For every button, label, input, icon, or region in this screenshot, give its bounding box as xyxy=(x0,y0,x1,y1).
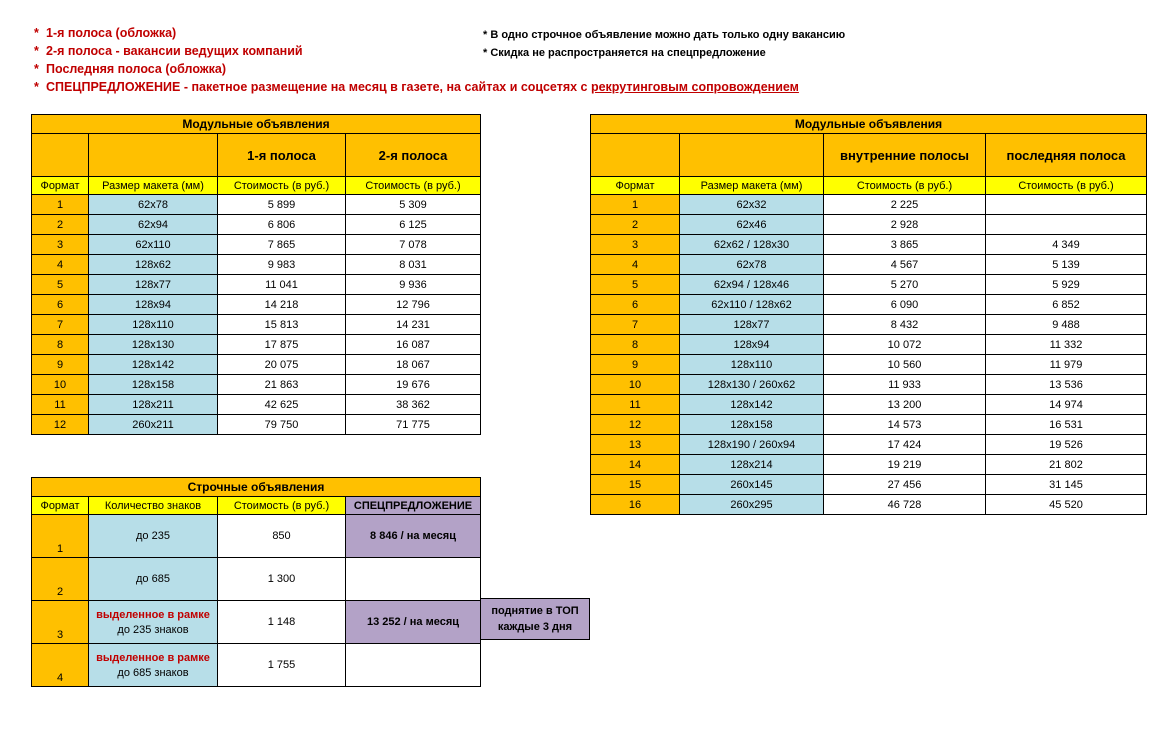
format-cell: 14 xyxy=(591,455,680,475)
chars-cell xyxy=(89,515,218,558)
table-row xyxy=(32,195,481,215)
price-page1-cell: 17 875 xyxy=(218,335,346,355)
recruiting-support-link[interactable]: рекрутинговым сопровождением xyxy=(590,80,799,94)
format-cell: 8 xyxy=(32,335,89,355)
note-star: * xyxy=(34,62,39,76)
format-cell: 16 xyxy=(591,495,680,515)
cost-header: Стоимость (в руб.) xyxy=(218,177,346,195)
special-offer-cell xyxy=(346,558,481,601)
format-cell: 10 xyxy=(32,375,89,395)
price-page1-cell: 42 625 xyxy=(218,395,346,415)
price-page1-cell: 14 218 xyxy=(218,295,346,315)
price-cell: 1 300 xyxy=(218,558,346,601)
chars-cell xyxy=(89,644,218,687)
price-last-cell: 21 802 xyxy=(986,455,1147,475)
format-cell: 12 xyxy=(32,415,89,435)
price-last-cell: 11 332 xyxy=(986,335,1147,355)
price-inner-cell: 13 200 xyxy=(824,395,986,415)
note-text: 1-я полоса (обложка) xyxy=(46,26,177,40)
note-single-vacancy: * В одно строчное объявление можно дать только одну вакансию xyxy=(483,29,846,41)
table-row xyxy=(591,275,1147,295)
price-page1-cell: 7 865 xyxy=(218,235,346,255)
table-row xyxy=(591,235,1147,255)
price-page1-cell: 6 806 xyxy=(218,215,346,235)
price-page2-cell: 12 796 xyxy=(346,295,481,315)
empty-header-cell xyxy=(89,134,218,177)
price-page2-cell: 5 309 xyxy=(346,195,481,215)
price-inner-cell: 11 933 xyxy=(824,375,986,395)
format-cell: 4 xyxy=(32,644,89,687)
price-page2-cell: 14 231 xyxy=(346,315,481,335)
modular-front-rows xyxy=(32,195,481,435)
price-inner-cell: 17 424 xyxy=(824,435,986,455)
price-page2-cell: 8 031 xyxy=(346,255,481,275)
price-page2-cell: 16 087 xyxy=(346,335,481,355)
price-cell: 1 148 xyxy=(218,601,346,644)
chars-value: до 235 знаков xyxy=(117,623,189,636)
size-cell: 62x110 / 128x62 xyxy=(680,295,824,315)
price-page1-cell: 15 813 xyxy=(218,315,346,335)
special-offer-cell xyxy=(346,644,481,687)
table-title: Модульные объявления xyxy=(591,115,1147,134)
size-cell: 128x142 xyxy=(680,395,824,415)
size-cell: 128x142 xyxy=(89,355,218,375)
price-last-cell: 19 526 xyxy=(986,435,1147,455)
format-cell: 9 xyxy=(32,355,89,375)
size-cell: 128x211 xyxy=(89,395,218,415)
price-inner-cell: 2 225 xyxy=(824,195,986,215)
price-inner-cell: 8 432 xyxy=(824,315,986,335)
format-cell: 7 xyxy=(32,315,89,335)
price-cell: 850 xyxy=(218,515,346,558)
price-inner-cell: 10 560 xyxy=(824,355,986,375)
price-page2-cell: 6 125 xyxy=(346,215,481,235)
price-last-cell: 45 520 xyxy=(986,495,1147,515)
table-row xyxy=(591,435,1147,455)
format-cell: 11 xyxy=(32,395,89,415)
price-page2-cell: 9 936 xyxy=(346,275,481,295)
note-row xyxy=(34,78,799,96)
table-title: Модульные объявления xyxy=(32,115,481,134)
format-header: Формат xyxy=(32,497,89,515)
price-last-cell: 4 349 xyxy=(986,235,1147,255)
top-boost-line1: поднятие в ТОП xyxy=(491,605,579,617)
table-row xyxy=(591,335,1147,355)
table-row xyxy=(32,355,481,375)
table-row xyxy=(591,355,1147,375)
format-cell: 5 xyxy=(32,275,89,295)
format-cell: 2 xyxy=(591,215,680,235)
table-row xyxy=(591,375,1147,395)
price-last-cell: 14 974 xyxy=(986,395,1147,415)
modular-ads-table-front xyxy=(31,114,481,435)
size-cell: 128x214 xyxy=(680,455,824,475)
format-cell: 10 xyxy=(591,375,680,395)
empty-header-cell xyxy=(591,134,680,177)
empty-header-cell xyxy=(680,134,824,177)
price-last-cell: 6 852 xyxy=(986,295,1147,315)
line-ads-rows xyxy=(32,515,481,687)
chars-value: до 235 xyxy=(136,530,170,542)
format-cell: 2 xyxy=(32,215,89,235)
size-cell: 128x110 xyxy=(89,315,218,335)
size-cell: 128x62 xyxy=(89,255,218,275)
price-cell: 1 755 xyxy=(218,644,346,687)
format-header: Формат xyxy=(32,177,89,195)
table-row xyxy=(32,375,481,395)
format-cell: 3 xyxy=(591,235,680,255)
format-cell: 6 xyxy=(591,295,680,315)
size-header: Размер макета (мм) xyxy=(89,177,218,195)
format-cell: 5 xyxy=(591,275,680,295)
chars-cell xyxy=(89,601,218,644)
note-discount: * Скидка не распространяется на спецпредложение xyxy=(483,47,766,59)
format-cell: 6 xyxy=(32,295,89,315)
note-row xyxy=(34,60,799,78)
price-page2-cell: 19 676 xyxy=(346,375,481,395)
special-offer-header: СПЕЦПРЕДЛОЖЕНИЕ xyxy=(346,497,481,515)
price-inner-cell: 14 573 xyxy=(824,415,986,435)
top-boost-box xyxy=(480,598,590,640)
format-cell: 7 xyxy=(591,315,680,335)
cost-header: Стоимость (в руб.) xyxy=(986,177,1147,195)
size-cell: 62x62 / 128x30 xyxy=(680,235,824,255)
format-header: Формат xyxy=(591,177,680,195)
size-cell: 128x158 xyxy=(89,375,218,395)
special-offer-cell: 13 252 / на месяц xyxy=(346,601,481,644)
size-cell: 128x130 xyxy=(89,335,218,355)
price-page2-cell: 7 078 xyxy=(346,235,481,255)
table-title: Строчные объявления xyxy=(32,478,481,497)
framed-label: выделенное в рамке xyxy=(96,651,210,664)
size-cell: 128x190 / 260x94 xyxy=(680,435,824,455)
size-cell: 62x78 xyxy=(89,195,218,215)
col-page1-header: 1-я полоса xyxy=(218,134,346,177)
col-last-header: последняя полоса xyxy=(986,134,1147,177)
table-row xyxy=(591,295,1147,315)
price-last-cell: 5 929 xyxy=(986,275,1147,295)
size-cell: 62x78 xyxy=(680,255,824,275)
size-cell: 62x32 xyxy=(680,195,824,215)
chars-value: до 685 знаков xyxy=(117,666,189,679)
chars-header: Количество знаков xyxy=(89,497,218,515)
price-page1-cell: 20 075 xyxy=(218,355,346,375)
top-boost-line2: каждые 3 дня xyxy=(497,621,573,633)
table-row xyxy=(591,495,1147,515)
price-page2-cell: 71 775 xyxy=(346,415,481,435)
format-cell: 12 xyxy=(591,415,680,435)
size-cell: 128x110 xyxy=(680,355,824,375)
format-cell: 2 xyxy=(32,558,89,601)
size-cell: 128x130 / 260x62 xyxy=(680,375,824,395)
cost-header: Стоимость (в руб.) xyxy=(218,497,346,515)
table-row xyxy=(32,335,481,355)
price-inner-cell: 4 567 xyxy=(824,255,986,275)
price-page1-cell: 21 863 xyxy=(218,375,346,395)
table-row xyxy=(32,315,481,335)
size-cell: 128x158 xyxy=(680,415,824,435)
table-row xyxy=(591,195,1147,215)
price-inner-cell: 3 865 xyxy=(824,235,986,255)
size-cell: 128x94 xyxy=(680,335,824,355)
size-cell: 62x110 xyxy=(89,235,218,255)
format-cell: 13 xyxy=(591,435,680,455)
table-row xyxy=(591,215,1147,235)
note-text: Последняя полоса (обложка) xyxy=(46,62,227,76)
price-last-cell: 11 979 xyxy=(986,355,1147,375)
size-header: Размер макета (мм) xyxy=(680,177,824,195)
cost-header: Стоимость (в руб.) xyxy=(346,177,481,195)
table-row xyxy=(32,295,481,315)
table-row xyxy=(32,275,481,295)
size-cell: 62x94 xyxy=(89,215,218,235)
format-cell: 4 xyxy=(591,255,680,275)
col-page2-header: 2-я полоса xyxy=(346,134,481,177)
notes-right xyxy=(483,26,845,62)
price-last-cell: 5 139 xyxy=(986,255,1147,275)
note-star: * xyxy=(34,44,39,58)
format-cell: 15 xyxy=(591,475,680,495)
format-cell: 8 xyxy=(591,335,680,355)
format-cell: 1 xyxy=(591,195,680,215)
size-cell: 62x94 / 128x46 xyxy=(680,275,824,295)
price-last-cell: 13 536 xyxy=(986,375,1147,395)
format-cell: 1 xyxy=(32,195,89,215)
table-row xyxy=(32,644,481,687)
cost-header: Стоимость (в руб.) xyxy=(824,177,986,195)
line-ads-table xyxy=(31,477,481,687)
table-row xyxy=(32,601,481,644)
table-row xyxy=(32,235,481,255)
special-offer-cell: 8 846 / на месяц xyxy=(346,515,481,558)
price-last-cell xyxy=(986,195,1147,215)
note-star: * xyxy=(34,80,39,94)
price-page2-cell: 38 362 xyxy=(346,395,481,415)
table-row xyxy=(32,215,481,235)
format-cell: 9 xyxy=(591,355,680,375)
price-inner-cell: 5 270 xyxy=(824,275,986,295)
note-star: * xyxy=(34,26,39,40)
price-page1-cell: 9 983 xyxy=(218,255,346,275)
price-page1-cell: 11 041 xyxy=(218,275,346,295)
price-last-cell xyxy=(986,215,1147,235)
table-row xyxy=(32,395,481,415)
modular-ads-table-inner xyxy=(590,114,1147,515)
size-cell: 128x77 xyxy=(680,315,824,335)
price-last-cell: 31 145 xyxy=(986,475,1147,495)
price-page2-cell: 18 067 xyxy=(346,355,481,375)
price-inner-cell: 2 928 xyxy=(824,215,986,235)
table-row xyxy=(591,395,1147,415)
size-cell: 260x145 xyxy=(680,475,824,495)
size-cell: 260x295 xyxy=(680,495,824,515)
note-text: 2-я полоса - вакансии ведущих компаний xyxy=(46,44,303,58)
empty-header-cell xyxy=(32,134,89,177)
price-inner-cell: 46 728 xyxy=(824,495,986,515)
table-row xyxy=(591,415,1147,435)
table-row xyxy=(32,558,481,601)
col-inner-header: внутренние полосы xyxy=(824,134,986,177)
format-cell: 1 xyxy=(32,515,89,558)
table-row xyxy=(32,415,481,435)
price-inner-cell: 10 072 xyxy=(824,335,986,355)
price-page1-cell: 79 750 xyxy=(218,415,346,435)
table-row xyxy=(591,255,1147,275)
table-row xyxy=(591,455,1147,475)
format-cell: 3 xyxy=(32,601,89,644)
chars-cell xyxy=(89,558,218,601)
price-last-cell: 9 488 xyxy=(986,315,1147,335)
table-row xyxy=(32,515,481,558)
table-row xyxy=(591,315,1147,335)
price-inner-cell: 19 219 xyxy=(824,455,986,475)
size-cell: 128x94 xyxy=(89,295,218,315)
size-cell: 260x211 xyxy=(89,415,218,435)
price-inner-cell: 6 090 xyxy=(824,295,986,315)
note-text: СПЕЦПРЕДЛОЖЕНИЕ - пакетное размещение на месяц в газете, на сайтах и соцсетях с xyxy=(46,80,591,94)
table-row xyxy=(591,475,1147,495)
format-cell: 3 xyxy=(32,235,89,255)
format-cell: 4 xyxy=(32,255,89,275)
size-cell: 62x46 xyxy=(680,215,824,235)
table-row xyxy=(32,255,481,275)
price-last-cell: 16 531 xyxy=(986,415,1147,435)
price-page1-cell: 5 899 xyxy=(218,195,346,215)
framed-label: выделенное в рамке xyxy=(96,608,210,621)
modular-inner-rows xyxy=(591,195,1147,515)
format-cell: 11 xyxy=(591,395,680,415)
size-cell: 128x77 xyxy=(89,275,218,295)
chars-value: до 685 xyxy=(136,573,170,585)
price-inner-cell: 27 456 xyxy=(824,475,986,495)
